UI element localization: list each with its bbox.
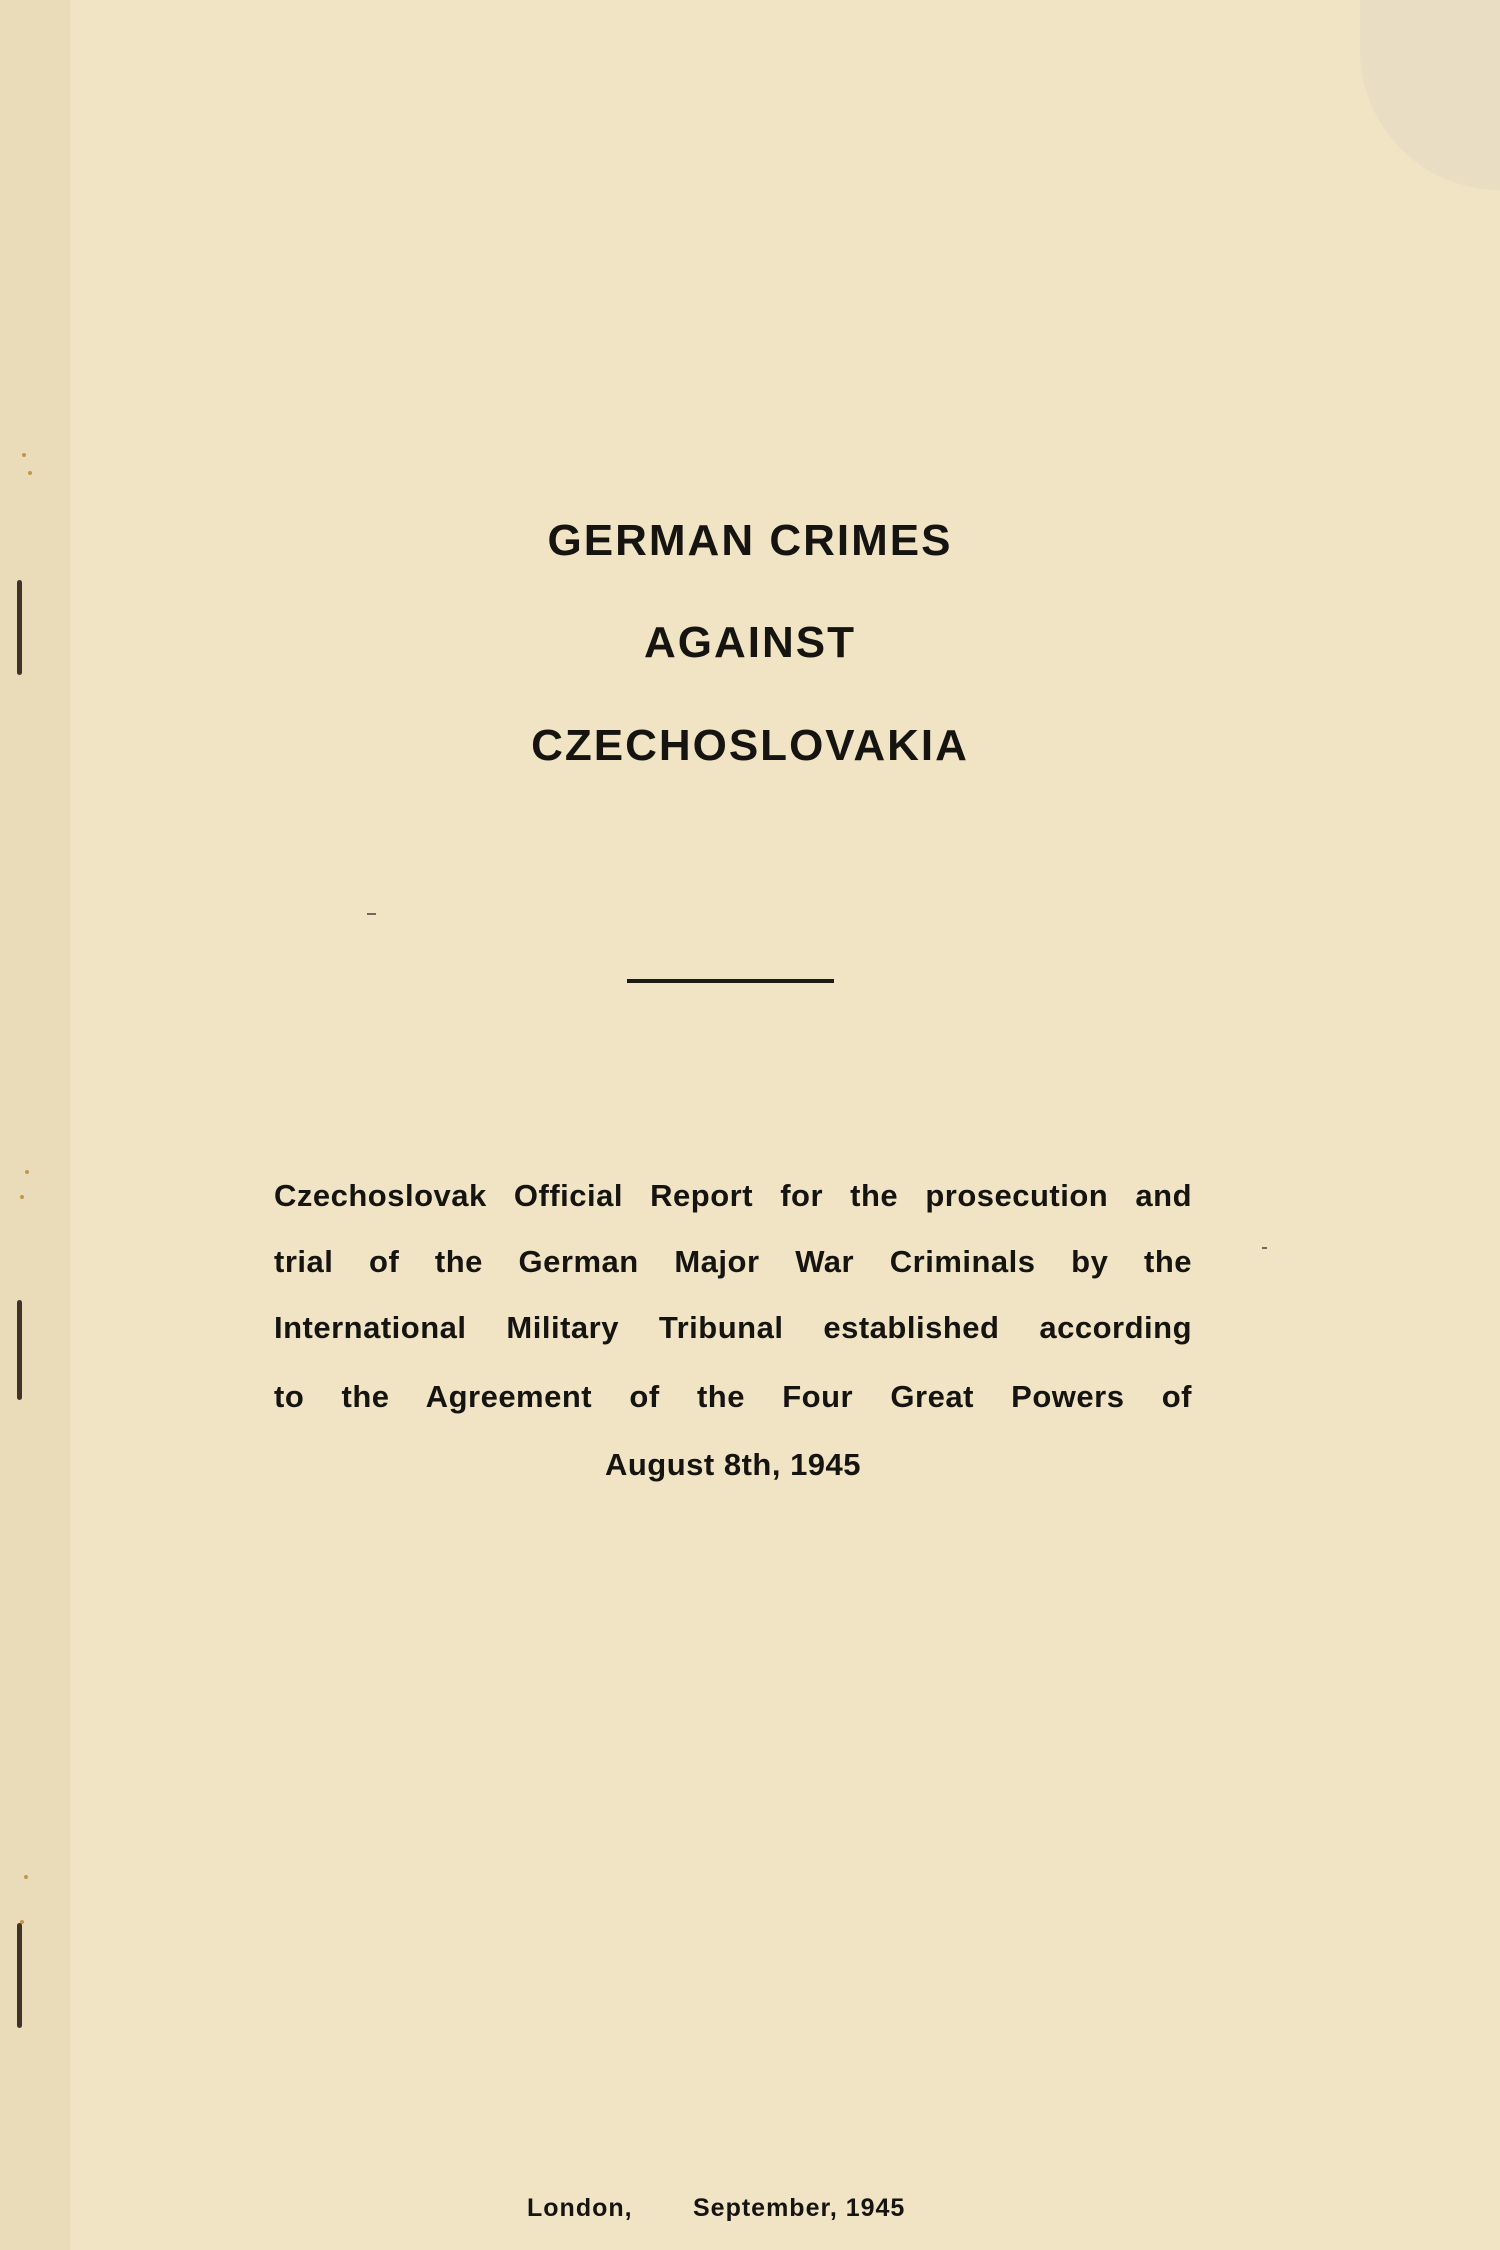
publication-date: September, 1945 (693, 2194, 906, 2222)
publication-footer (527, 2190, 927, 2226)
document-title-line-1: GERMAN CRIMES (547, 516, 953, 565)
paper-stain-speck (25, 1170, 29, 1174)
paper-stain-speck (20, 1920, 24, 1924)
subtitle-line-2: trial of the German Major War Criminals by the (274, 1244, 1192, 1279)
paper-stain-speck (24, 1875, 28, 1879)
subtitle-line-1: Czechoslovak Official Report for the prosecution and (274, 1178, 1192, 1213)
paper-mark (1262, 1247, 1267, 1249)
binding-staple-middle (17, 1300, 22, 1400)
paper-mark (367, 913, 376, 915)
subtitle-line-4: to the Agreement of the Four Great Powers of (274, 1379, 1192, 1414)
title-divider (627, 979, 834, 983)
binding-staple-bottom (17, 1923, 22, 2028)
paper-stain-speck (22, 453, 26, 457)
paper-stain-speck (28, 471, 32, 475)
publication-place: London, (527, 2194, 633, 2222)
paper-stain-speck (20, 1195, 24, 1199)
subtitle-line-3: International Military Tribunal established according (274, 1310, 1192, 1345)
subtitle-date-line: August 8th, 1945 (604, 1447, 862, 1482)
document-title-line-2: AGAINST (644, 618, 856, 667)
binding-staple-top (17, 580, 22, 675)
spine-shadow (0, 0, 70, 2250)
document-title-line-3: CZECHOSLOVAKIA (531, 721, 969, 770)
